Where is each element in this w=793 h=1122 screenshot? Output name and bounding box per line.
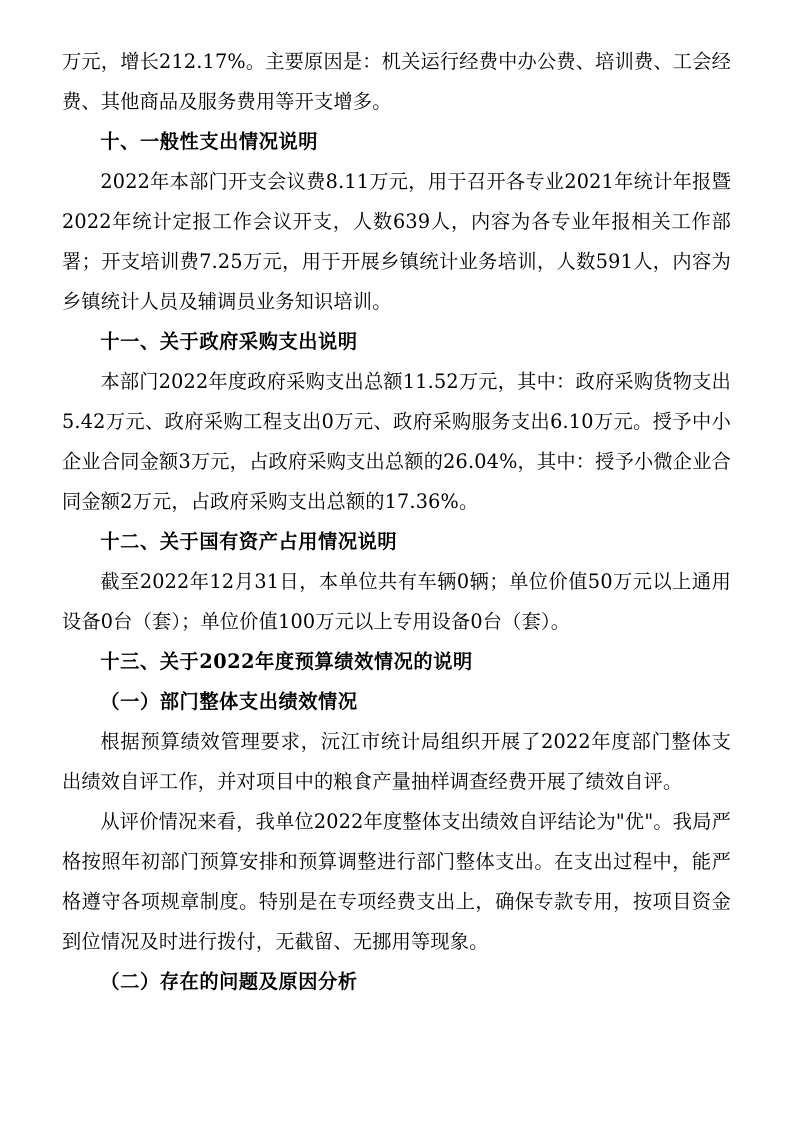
paragraph-performance-self-evaluation: 根据预算绩效管理要求，沅江市统计局组织开展了2022年度部门整体支出绩效自评工作，并对项目中的粮食产量抽样调查经费开展了绩效自评。 [62,730,731,793]
heading-section-twelve: 十二、关于国有资产占用情况说明 [100,530,398,553]
paragraph-government-procurement: 本部门2022年度政府采购支出总额11.52万元，其中：政府采购货物支出5.42万元、政府采购工程支出0万元、政府采购服务支出6.10万元。授予中小企业合同金额3万元，占政府采购支出总额的26.04%，其中：授予小微企业合同金额2万元，占政府采购支出总额的17.36%。 [62,370,731,513]
paragraph-state-assets: 截至2022年12月31日，本单位共有车辆0辆；单位价值50万元以上通用设备0台（套）；单位价值100万元以上专用设备0台（套）。 [62,570,731,633]
document-body [62,42,731,1002]
subheading-problems-and-causes: （二）存在的问题及原因分析 [100,970,358,993]
heading-section-eleven: 十一、关于政府采购支出说明 [100,330,358,353]
heading-section-ten: 十、一般性支出情况说明 [100,130,319,153]
paragraph-evaluation-conclusion: 从评价情况来看，我单位2022年度整体支出绩效自评结论为"优"。我局严格按照年初部门预算安排和预算调整进行部门整体支出。在支出过程中，能严格遵守各项规章制度。特别是在专项经费支出上，确保专款专用，按项目资金到位情况及时进行拨付，无截留、无挪用等现象。 [62,810,731,953]
subheading-overall-performance: （一）部门整体支出绩效情况 [100,690,358,713]
continued-paragraph-expenditure-growth: 万元，增长212.17%。主要原因是：机关运行经费中办公费、培训费、工会经费、其他商品及服务费用等开支增多。 [62,50,731,113]
heading-section-thirteen: 十三、关于2022年度预算绩效情况的说明 [100,650,473,673]
paragraph-general-expenditure: 2022年本部门开支会议费8.11万元，用于召开各专业2021年统计年报暨2022年统计定报工作会议开支，人数639人，内容为各专业年报相关工作部署；开支培训费7.25万元，用于开展乡镇统计业务培训，人数591人，内容为乡镇统计人员及辅调员业务知识培训。 [62,170,731,313]
